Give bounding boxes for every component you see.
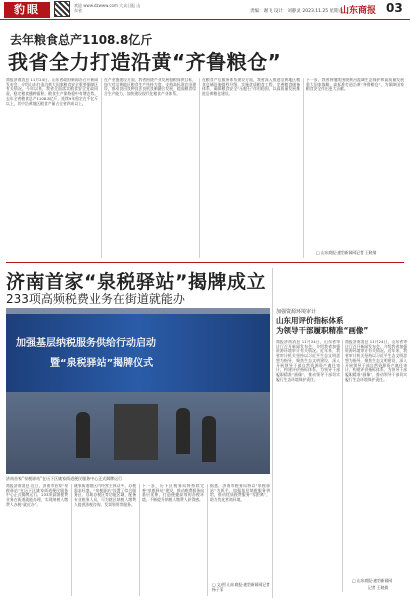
story2-subheadline: 233项高频税费业务在街道就能办 bbox=[6, 292, 185, 306]
person-figure bbox=[76, 412, 90, 458]
banner-line-2: 暨“泉税驿站”揭牌仪式 bbox=[50, 358, 154, 369]
story1-column-2: 在产业链建设方面，我省围绕产业发展稳粮保供目标，加大对沿黄地区粮食生产扶持力度，支持高标准农田建设，推动良田良种良法良机良制融合发展，提高粮食综合生产能力，加快建设现代化粮食产业体系。 bbox=[104, 78, 196, 97]
podium bbox=[114, 404, 158, 460]
ceremony-banner bbox=[6, 314, 270, 392]
section-divider bbox=[6, 262, 404, 263]
story2-headline: 济南首家“泉税驿站”揭牌成立 bbox=[6, 271, 266, 293]
story3-byline-1: □ 山东商报·速豹新闻网 bbox=[352, 578, 393, 583]
qr-code-icon bbox=[54, 1, 70, 17]
person-figure bbox=[202, 416, 216, 462]
story2-column-3: 下一步，历下区税务局将持续完善“泉税驿站”建设，推动税费服务向基层延伸，打造便捷高效的办税环境，不断提升纳税人缴费人获得感。 bbox=[142, 484, 204, 503]
sidebar-divider bbox=[272, 268, 273, 598]
story2-column-4: 据悉，济南市税务局将以“泉税驿站”为抓手，加强基层纳税服务供给，推动优质税费服务“零距离”，助力优化营商环境。 bbox=[210, 484, 270, 503]
column-divider bbox=[139, 484, 140, 596]
column-divider bbox=[342, 340, 343, 592]
story3-byline-2: 记者 王晓倩 bbox=[368, 585, 389, 590]
story2-column-1: 商报济南消息 近日，济南市首家“泉税驿站”在历下区姚家街道便民服务中心正式揭牌运行，233项高频税费业务在街道就能办理，实现纳税人缴费人办税“就近办”。 bbox=[6, 484, 68, 507]
story3-column-1: 商报济南消息 11月24日，山东省审计厅召开新闻发布会，介绍我省加强资源环境审计有关情况。近年来，我省审计机关坚持以习近平生态文明思想为指导，聚焦生态文明建设，深入开展领导干部自然资源资产离任审计，构建评价指标体系，为领导干部履职精准“画像”，推动领导干部切实履行生态环境保护责任。 bbox=[276, 340, 340, 382]
person-figure bbox=[176, 408, 190, 454]
story1-column-3: 在粮食产后服务体系建设方面，我省深入推进沿黄地区粮食仓储设施提档升级，实施优质粮食工程，完善粮食储备体系，确保粮食安全“压舱石”作用稳固，以高质量发展推进沿黄粮仓建设。 bbox=[202, 78, 300, 97]
column-divider bbox=[101, 78, 102, 258]
page-number: 03 bbox=[386, 1, 403, 15]
column-divider bbox=[71, 484, 72, 596]
story2-photo bbox=[6, 308, 270, 474]
newspaper-brand: 山东商报 bbox=[340, 6, 377, 16]
section-logo: 豹眼 bbox=[4, 2, 50, 18]
photo-caption: 济南首家“泉税驿站”在历下区姚家街道便民服务中心正式揭牌运行 bbox=[6, 476, 123, 481]
story1-kicker: 去年粮食总产1108.8亿斤 bbox=[10, 33, 153, 47]
story1-column-4: 下一步，我省将继续围绕黄河流域生态保护和高质量发展重大国家战略，高标准打造沿黄“齐鲁粮仓”，为保障国家粮食安全作出更大贡献。 bbox=[306, 78, 404, 92]
header-info: 欢迎 www.dzwww.com 大众日报 山东省 bbox=[74, 3, 141, 13]
story1-byline: □ 山东商报·速豹新闻网记者 王晓倩 bbox=[316, 250, 377, 255]
column-divider bbox=[207, 484, 208, 596]
column-divider bbox=[199, 78, 200, 258]
story2-column-2: 姚家街道辖区内经营主体众多，办税需求旺盛。“泉税驿站”设置了综合服务区、自助办税区等功能区域，配备专业税务人员，可为辖区纳税人缴费人提供涉税咨询、发票领用等服务。 bbox=[74, 484, 136, 507]
story3-headline-line-2: 为领导干部履职精准“画像” bbox=[276, 326, 369, 335]
story3-headline-line-1: 山东用评价指标体系 bbox=[276, 316, 344, 325]
story1-headline: 我省全力打造沿黄“齐鲁粮仓” bbox=[8, 50, 282, 74]
story3-kicker: 加强资源环境审计 bbox=[276, 309, 317, 315]
story3-column-2: 商报济南消息 11月24日，山东省审计厅召开新闻发布会，介绍我省加强资源环境审计有关情况。近年来，我省审计机关坚持以习近平生态文明思想为指导，聚焦生态文明建设，深入开展领导干部自然资源资产离任审计，构建评价指标体系，为领导干部履职精准“画像”，推动领导干部切实履行生态环境保护责任。 bbox=[345, 340, 407, 382]
banner-line-1: 加强基层纳税服务供给行动启动 bbox=[16, 338, 156, 349]
header-editor-date: 责编：谢飞 设计：刘静灵 2023.11.25 星期六 bbox=[250, 9, 344, 14]
story1-column-1: 商报济南消息 11月24日，山东省政府新闻办召开新闻发布会，介绍山东打造沿黄大国家粮食安全重要保障区有关情况。今年以来，我省全面落实粮食安全党政同责，稳定粮食播种面积，粮食生产保持稳中有增态势。去年全省粮食总产1108.8亿斤，连续9年稳定在千亿斤以上，其中沿黄地区粮食产量占全省四成以上。 bbox=[6, 78, 98, 106]
column-divider bbox=[303, 78, 304, 258]
page-header bbox=[0, 0, 410, 20]
story2-byline: □ 文/图 山东商报·速豹新闻网记者 杨子菲 bbox=[212, 582, 270, 592]
